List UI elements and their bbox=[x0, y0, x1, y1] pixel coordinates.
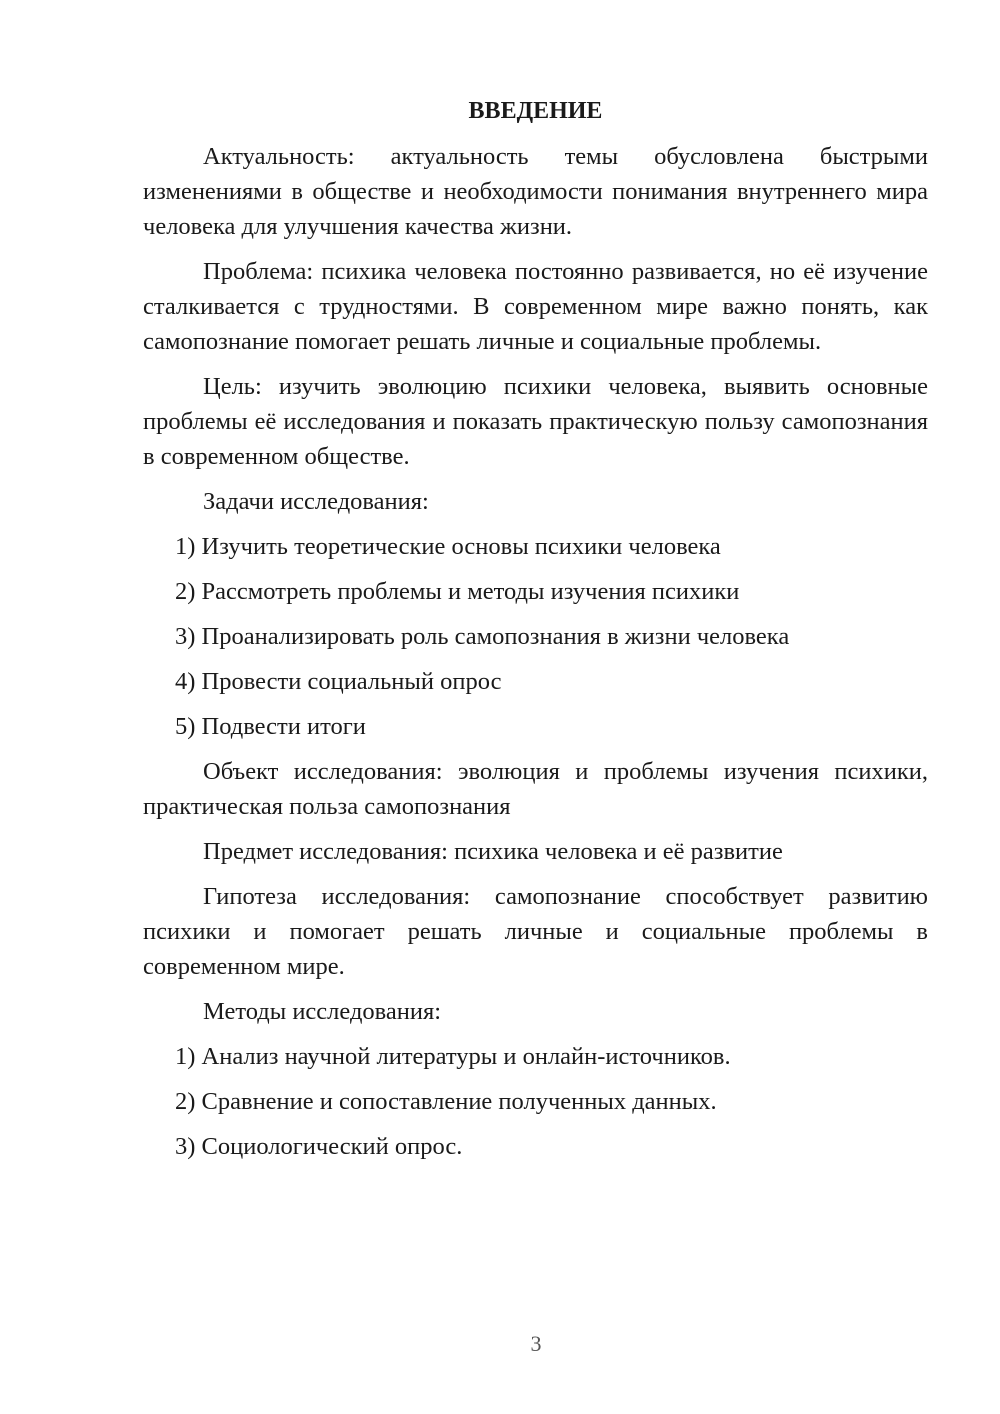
task-item: 3) Проанализировать роль самопознания в жизни человека bbox=[175, 623, 790, 650]
tasks-heading: Задачи исследования: bbox=[203, 488, 429, 515]
problem-paragraph: Проблема: психика человека постоянно развивается, но её изучение сталкивается с трудностями. В современном мире важно понять, как самопознание помогает решать личные и социальные проблемы. bbox=[143, 258, 928, 355]
methods-list bbox=[143, 1039, 928, 1164]
hypothesis-paragraph: Гипотеза исследования: самопознание способствует развитию психики и помогает решать личные и социальные проблемы в современном мире. bbox=[143, 883, 928, 980]
subject-paragraph: Предмет исследования: психика человека и её развитие bbox=[203, 838, 783, 865]
task-item: 5) Подвести итоги bbox=[175, 713, 366, 740]
methods-heading: Методы исследования: bbox=[203, 998, 442, 1025]
task-item: 2) Рассмотреть проблемы и методы изучения психики bbox=[175, 578, 740, 605]
relevance-paragraph: Актуальность: актуальность темы обусловлена быстрыми изменениями в обществе и необходимости понимания внутреннего мира человека для улучшения качества жизни. bbox=[143, 143, 928, 240]
goal-paragraph: Цель: изучить эволюцию психики человека, выявить основные проблемы её исследования и показать практическую пользу самопознания в современном обществе. bbox=[143, 373, 928, 470]
method-item: 3) Социологический опрос. bbox=[175, 1133, 463, 1160]
task-item: 1) Изучить теоретические основы психики человека bbox=[175, 533, 721, 560]
task-item: 4) Провести социальный опрос bbox=[175, 668, 502, 695]
method-item: 2) Сравнение и сопоставление полученных данных. bbox=[175, 1088, 717, 1115]
method-item: 1) Анализ научной литературы и онлайн-источников. bbox=[175, 1043, 731, 1070]
tasks-list bbox=[143, 529, 928, 744]
page-number: 3 bbox=[530, 1331, 542, 1356]
page-content bbox=[143, 94, 928, 1174]
section-title: ВВЕДЕНИЕ bbox=[468, 98, 603, 124]
object-paragraph: Объект исследования: эволюция и проблемы изучения психики, практическая польза самопознания bbox=[143, 758, 928, 820]
